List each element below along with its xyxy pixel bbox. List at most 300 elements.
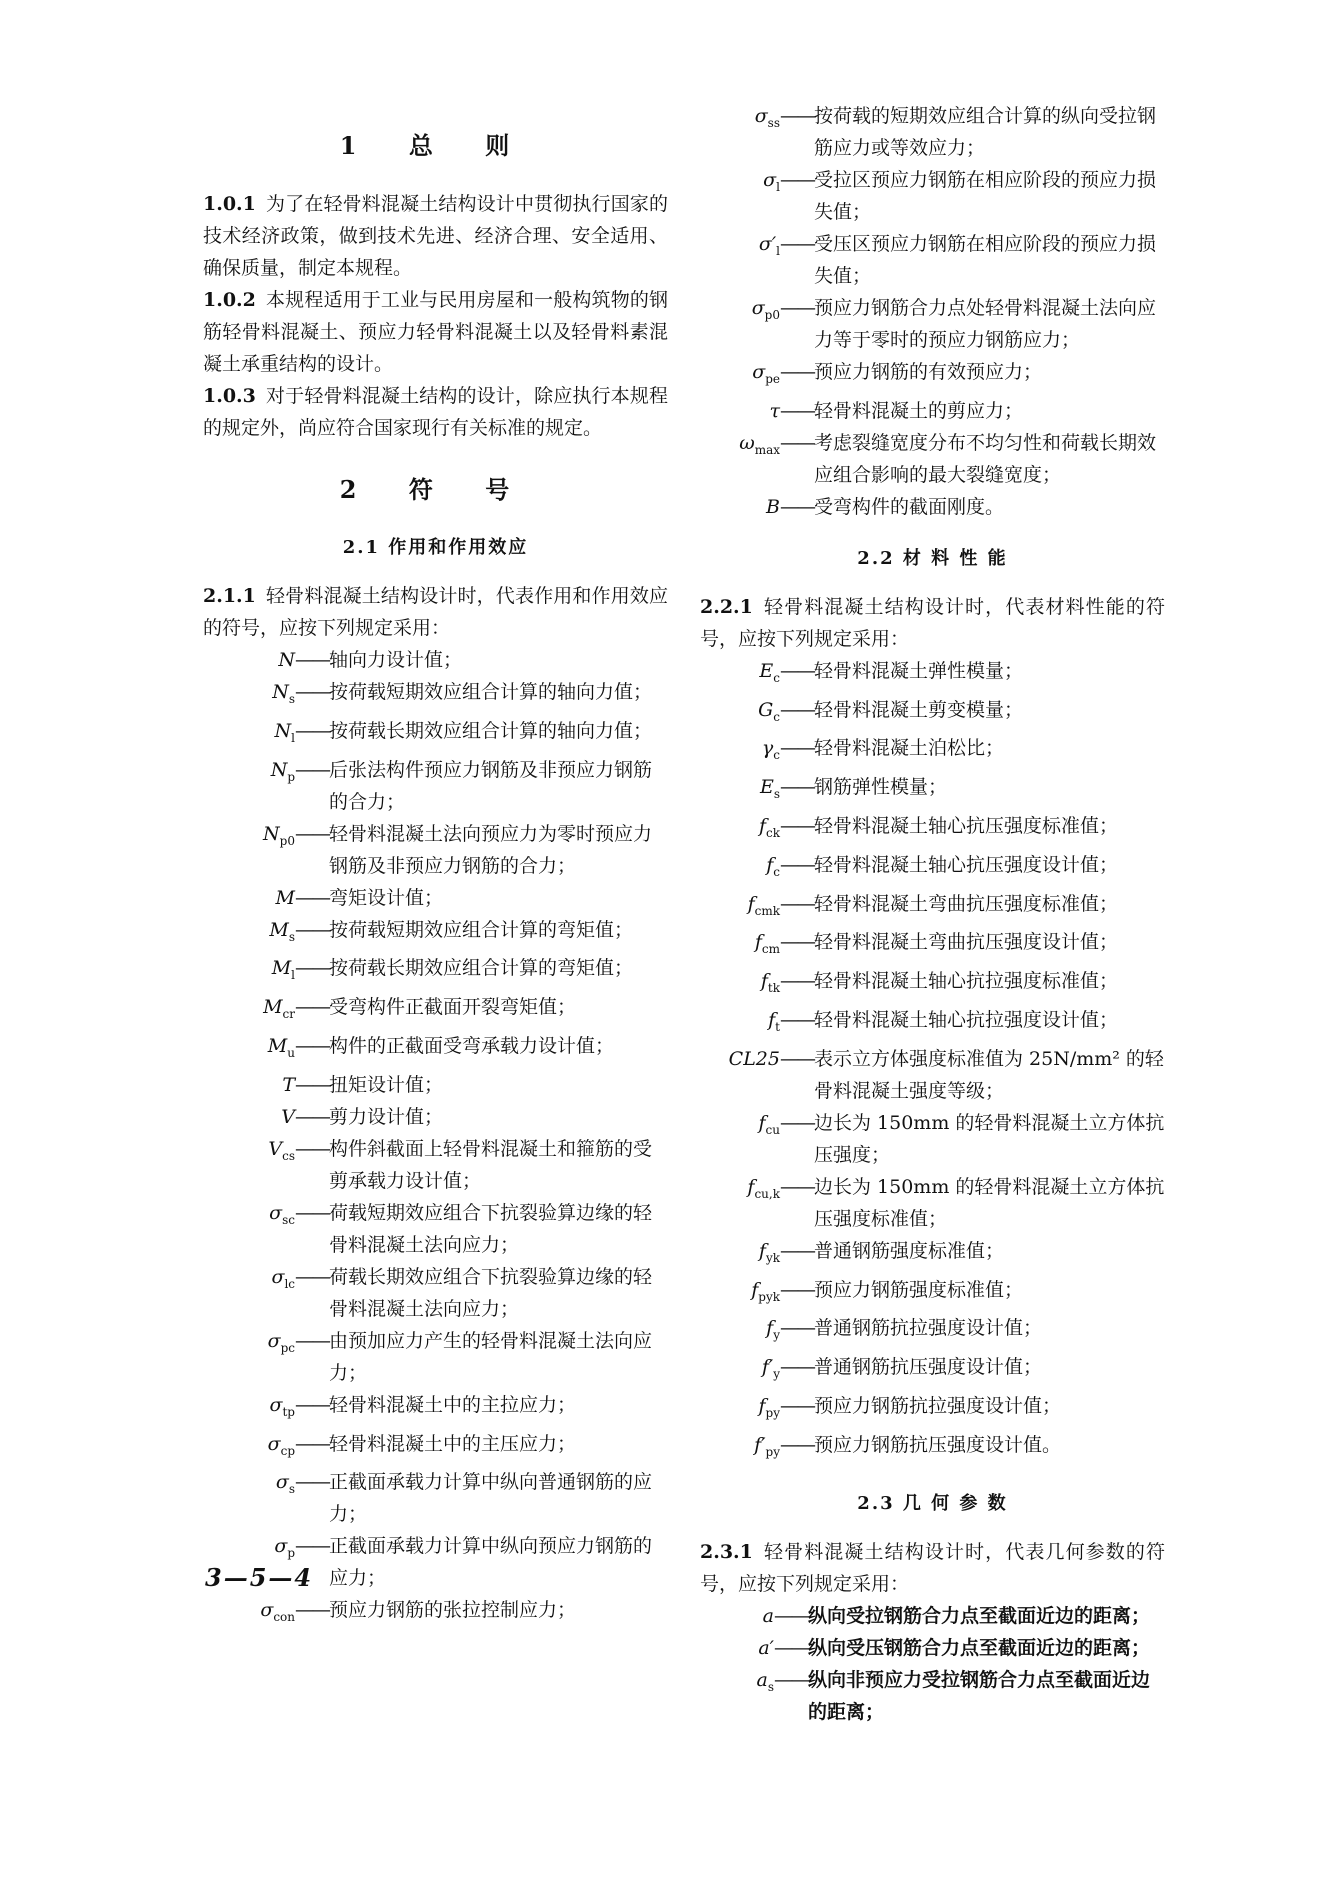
- symbol-subscript: pyk: [758, 1289, 780, 1304]
- symbol: [700, 732, 780, 771]
- symbol: [700, 1664, 774, 1703]
- section-2-title: 2 符 号: [339, 475, 532, 504]
- symbol-subscript: lc: [284, 1276, 295, 1291]
- symbol-letter: V: [281, 1105, 295, 1128]
- clause-number: 2.1.1: [203, 585, 256, 607]
- em-dash: ——: [295, 1432, 329, 1455]
- symbol-letter: E: [759, 776, 774, 799]
- symbol-letter: T: [282, 1073, 295, 1096]
- symbol-description: 预应力钢筋合力点处轻骨料混凝土法向应力等于零时的预应力钢筋应力；: [814, 297, 1157, 351]
- em-dash: ——: [780, 105, 814, 127]
- symbol-letter: f: [747, 1175, 755, 1198]
- symbol-letter: σ: [269, 1393, 283, 1416]
- symbol-entry: [700, 395, 1165, 427]
- symbol-subscript: c: [773, 748, 780, 763]
- symbol-subscript: py: [765, 1405, 780, 1420]
- symbol-description: 剪力设计值；: [329, 1105, 444, 1128]
- symbol-letter: f: [747, 892, 755, 915]
- symbol-description: 轻骨料混凝土弯曲抗压强度标准值；: [814, 892, 1119, 915]
- symbol-subscript: y: [773, 1328, 780, 1343]
- symbol-entry: [700, 228, 1165, 292]
- symbol-letter: M: [269, 918, 289, 941]
- symbol-entry: [700, 888, 1165, 927]
- symbol-letter: σ: [271, 1265, 285, 1288]
- em-dash: ——: [780, 399, 814, 422]
- symbol-subscript: y: [773, 1366, 780, 1381]
- symbol-subscript: tp: [282, 1404, 295, 1419]
- symbol-entry: [203, 818, 668, 882]
- em-dash: ——: [295, 758, 329, 781]
- symbol-letter: N: [278, 649, 295, 671]
- symbol: [700, 164, 780, 203]
- symbol-description: 纵向非预应力受拉钢筋合力点至截面近边的距离；: [808, 1668, 1151, 1723]
- symbol-entry: [700, 1600, 1165, 1632]
- symbol: [700, 810, 780, 849]
- em-dash: ——: [780, 892, 814, 915]
- subsection-2-1-title: 2.1 作用和作用效应: [342, 537, 529, 558]
- page-number: 3—5—4: [205, 1563, 314, 1592]
- symbol-entry: [700, 926, 1165, 965]
- em-dash: ——: [295, 649, 329, 671]
- symbol: [203, 1594, 295, 1633]
- symbol-entry: [203, 1101, 668, 1133]
- clause-text: 轻骨料混凝土结构设计时，代表几何参数的符号，应按下列规定采用：: [700, 1540, 1165, 1595]
- clause-number: 2.3.1: [700, 1540, 753, 1563]
- symbol: [203, 1030, 295, 1069]
- em-dash: ——: [774, 1668, 808, 1691]
- symbol-subscript: tk: [767, 980, 780, 995]
- symbol-entry: [700, 427, 1165, 491]
- symbol: [203, 754, 295, 793]
- symbol-entry: [203, 952, 668, 991]
- em-dash: ——: [780, 233, 814, 255]
- symbol-subscript: p0: [764, 307, 780, 322]
- em-dash: ——: [295, 1073, 329, 1096]
- symbol-description: 构件斜截面上轻骨料混凝土和箍筋的受剪承载力设计值；: [329, 1137, 653, 1192]
- symbol: [700, 1351, 780, 1390]
- symbol-description: 表示立方体强度标准值为 25N/mm² 的轻骨料混凝土强度等级；: [814, 1047, 1164, 1102]
- symbol: [700, 100, 780, 139]
- symbol: [203, 644, 295, 676]
- symbol-description: 按荷载长期效应组合计算的轴向力值；: [329, 719, 653, 742]
- subsection-2-3-title: 2.3 几 何 参 数: [857, 1492, 1008, 1514]
- symbol-entry: [700, 164, 1165, 228]
- symbol-description: 荷载短期效应组合下抗裂验算边缘的轻骨料混凝土法向应力；: [329, 1201, 653, 1256]
- em-dash: ——: [780, 931, 814, 954]
- em-dash: ——: [774, 1636, 808, 1659]
- clause-text: 轻骨料混凝土结构设计时，代表材料性能的符号，应按下列规定采用：: [700, 595, 1165, 650]
- symbol-description: 正截面承载力计算中纵向普通钢筋的应力；: [329, 1471, 653, 1526]
- em-dash: ——: [295, 886, 329, 909]
- symbol-entry: [700, 1664, 1165, 1728]
- symbol-letter: E: [759, 659, 774, 682]
- symbol-description: 预应力钢筋强度标准值；: [814, 1278, 1024, 1301]
- symbol-subscript: c: [773, 864, 780, 879]
- symbol-description: 按荷载短期效应组合计算的弯矩值；: [329, 918, 634, 941]
- symbol-letter: σ′: [758, 233, 777, 255]
- symbol-subscript: cmk: [754, 903, 780, 918]
- symbol-entry: [700, 1312, 1165, 1351]
- em-dash: ——: [780, 1433, 814, 1456]
- symbol-description: 考虑裂缝宽度分布不均匀性和荷载长期效应组合影响的最大裂缝宽度；: [814, 431, 1157, 486]
- clause-1-0-2: [203, 284, 668, 380]
- symbol-subscript: s: [288, 691, 295, 706]
- symbol-entry: [700, 1632, 1165, 1664]
- symbol: [700, 1429, 780, 1468]
- symbol: [700, 1043, 780, 1075]
- em-dash: ——: [780, 1239, 814, 1262]
- section-1-title: 1 总 则: [339, 131, 532, 160]
- symbol: [203, 1101, 295, 1133]
- em-dash: ——: [780, 1394, 814, 1417]
- symbol-subscript: p0: [279, 833, 295, 848]
- symbol-letter: N: [274, 719, 292, 742]
- symbol-subscript: s: [773, 786, 780, 801]
- em-dash: ——: [780, 1175, 814, 1198]
- symbol-letter: f: [751, 1278, 759, 1301]
- symbol-subscript: l: [291, 730, 295, 745]
- symbol-entry: [700, 1390, 1165, 1429]
- symbol-subscript: p: [287, 1546, 295, 1561]
- symbol: [203, 1261, 295, 1300]
- symbol-description: 受拉区预应力钢筋在相应阶段的预应力损失值；: [814, 169, 1157, 223]
- em-dash: ——: [295, 1471, 329, 1494]
- symbol-subscript: con: [273, 1610, 295, 1625]
- symbol-description: 普通钢筋强度标准值；: [814, 1239, 1005, 1262]
- symbol: [203, 882, 295, 914]
- symbol-subscript: t: [775, 1019, 780, 1034]
- symbol-letter: σ: [267, 1329, 281, 1352]
- symbol-description: 预应力钢筋的张拉控制应力；: [329, 1599, 577, 1622]
- symbol-letter: f′: [761, 1356, 774, 1379]
- symbol-list-actions: [203, 644, 668, 1633]
- em-dash: ——: [295, 996, 329, 1019]
- em-dash: ——: [780, 814, 814, 837]
- clause-number: 1.0.2: [203, 289, 256, 311]
- symbol-letter: γ: [761, 737, 774, 760]
- symbol: [700, 1171, 780, 1210]
- em-dash: ——: [295, 1105, 329, 1128]
- symbol-subscript: ss: [767, 115, 780, 130]
- symbol-description: 受弯构件正截面开裂弯矩值；: [329, 996, 577, 1019]
- symbol-letter: f: [766, 1317, 774, 1340]
- symbol-letter: M: [271, 957, 292, 980]
- em-dash: ——: [295, 918, 329, 941]
- symbol-subscript: u: [287, 1045, 295, 1060]
- em-dash: ——: [780, 169, 814, 191]
- symbol-entry: [700, 1235, 1165, 1274]
- clause-2-1-1: [203, 580, 668, 644]
- symbol-entry: [203, 1261, 668, 1325]
- em-dash: ——: [295, 1201, 329, 1224]
- symbol-subscript: max: [754, 442, 780, 457]
- symbol-description: 普通钢筋抗拉强度设计值；: [814, 1317, 1043, 1340]
- symbol-entry: [700, 849, 1165, 888]
- symbol-entry: [700, 292, 1165, 356]
- symbol-letter: σ: [763, 169, 777, 191]
- symbol-entry: [700, 732, 1165, 771]
- symbol-letter: σ: [275, 1471, 289, 1494]
- symbol: [203, 818, 295, 857]
- symbol-subscript: cp: [280, 1443, 295, 1458]
- symbol-subscript: cu: [765, 1122, 780, 1137]
- clause-2-3-1: [700, 1536, 1165, 1600]
- symbol-description: 轻骨料混凝土泊松比；: [814, 737, 1005, 760]
- symbol-description: 轻骨料混凝土法向预应力为零时预应力钢筋及非预应力钢筋的合力；: [329, 822, 653, 877]
- em-dash: ——: [780, 297, 814, 319]
- symbol: [700, 395, 780, 427]
- symbol-subscript: py: [765, 1444, 780, 1459]
- symbol: [700, 356, 780, 395]
- em-dash: ——: [780, 431, 814, 454]
- em-dash: ——: [780, 737, 814, 760]
- symbol: [700, 1390, 780, 1429]
- symbol-list-actions-continued: [700, 100, 1165, 523]
- symbol-letter: f′: [754, 1433, 766, 1456]
- symbol-letter: V: [268, 1137, 283, 1160]
- symbol-subscript: pe: [765, 371, 780, 386]
- symbol: [700, 1632, 774, 1664]
- symbol-subscript: cr: [282, 1006, 295, 1021]
- clause-text: 对于轻骨料混凝土结构的设计，除应执行本规程的规定外，尚应符合国家现行有关标准的规定。: [203, 385, 668, 439]
- symbol-entry: [700, 491, 1165, 523]
- em-dash: ——: [780, 1111, 814, 1134]
- symbol-entry: [203, 1466, 668, 1530]
- symbol-letter: σ: [274, 1535, 288, 1558]
- symbol-letter: σ: [754, 105, 768, 127]
- symbol-list-geometry: [700, 1600, 1165, 1728]
- symbol: [700, 1312, 780, 1351]
- symbol: [203, 1389, 295, 1428]
- symbol-description: 预应力钢筋抗压强度设计值。: [814, 1433, 1062, 1456]
- symbol-description: 普通钢筋抗压强度设计值；: [814, 1356, 1043, 1379]
- symbol-description: 构件的正截面受弯承载力设计值；: [329, 1034, 615, 1057]
- em-dash: ——: [780, 776, 814, 799]
- symbol-entry: [700, 1429, 1165, 1468]
- symbol-subscript: p: [287, 769, 295, 784]
- symbol-subscript: l: [776, 243, 780, 258]
- symbol-description: 轻骨料混凝土轴心抗拉强度标准值；: [814, 970, 1119, 993]
- symbol-subscript: cs: [282, 1148, 295, 1163]
- em-dash: ——: [780, 970, 814, 993]
- symbol-subscript: c: [773, 709, 780, 724]
- symbol-description: 轻骨料混凝土轴心抗压强度标准值；: [814, 814, 1119, 837]
- clause-2-2-1: [700, 591, 1165, 655]
- symbol-description: 轻骨料混凝土弯曲抗压强度设计值；: [814, 931, 1119, 954]
- symbol-entry: [203, 676, 668, 715]
- symbol: [700, 228, 780, 267]
- symbol-subscript: l: [776, 179, 780, 194]
- clause-1-0-1: [203, 188, 668, 284]
- subsection-2-2-title: 2.2 材 料 性 能: [857, 547, 1008, 569]
- symbol-subscript: s: [288, 1482, 295, 1497]
- symbol-description: 弯矩设计值；: [329, 886, 444, 909]
- symbol-subscript: pc: [280, 1340, 295, 1355]
- em-dash: ——: [780, 659, 814, 682]
- clause-1-0-3: [203, 380, 668, 444]
- symbol-letter: M: [275, 886, 295, 909]
- symbol-description: 受弯构件的截面刚度。: [814, 495, 1005, 518]
- em-dash: ——: [295, 1393, 329, 1416]
- symbol-description: 轻骨料混凝土弹性模量；: [814, 659, 1024, 682]
- symbol-entry: [203, 754, 668, 818]
- em-dash: ——: [780, 1278, 814, 1301]
- symbol-letter: f: [760, 970, 768, 993]
- symbol-entry: [203, 1594, 668, 1633]
- symbol-description: 预应力钢筋的有效预应力；: [814, 361, 1043, 383]
- symbol: [700, 1274, 780, 1313]
- symbol-letter: N: [272, 681, 289, 703]
- symbol-entry: [203, 1197, 668, 1261]
- em-dash: ——: [295, 957, 329, 980]
- symbol-description: 边长为 150mm 的轻骨料混凝土立方体抗压强度；: [814, 1111, 1165, 1166]
- symbol-entry: [203, 1389, 668, 1428]
- symbol: [700, 1107, 780, 1146]
- symbol-letter: f: [758, 1111, 766, 1134]
- em-dash: ——: [295, 1599, 329, 1622]
- symbol-letter: τ: [769, 399, 780, 422]
- symbol-letter: a: [756, 1668, 768, 1691]
- em-dash: ——: [780, 361, 814, 383]
- em-dash: ——: [295, 681, 329, 703]
- symbol: [700, 1004, 780, 1043]
- symbol-entry: [700, 356, 1165, 395]
- symbol-subscript: c: [773, 670, 780, 685]
- em-dash: ——: [780, 1317, 814, 1340]
- symbol-description: 轻骨料混凝土中的主拉应力；: [329, 1393, 577, 1416]
- symbol-entry: [700, 1351, 1165, 1390]
- em-dash: ——: [295, 1329, 329, 1352]
- symbol-entry: [700, 965, 1165, 1004]
- symbol-description: 正截面承载力计算中纵向预应力钢筋的应力；: [329, 1535, 653, 1590]
- symbol-entry: [203, 882, 668, 914]
- em-dash: ——: [295, 822, 329, 845]
- symbol-subscript: ck: [766, 825, 780, 840]
- em-dash: ——: [295, 1535, 329, 1558]
- symbol-entry: [203, 1030, 668, 1069]
- symbol: [700, 655, 780, 694]
- symbol-subscript: s: [288, 929, 295, 944]
- symbol: [700, 888, 780, 927]
- symbol: [700, 292, 780, 331]
- symbol-list-materials: [700, 655, 1165, 1468]
- em-dash: ——: [295, 719, 329, 742]
- em-dash: ——: [780, 495, 814, 518]
- symbol-description: 轴向力设计值；: [329, 649, 463, 671]
- symbol: [700, 1600, 774, 1632]
- symbol: [203, 715, 295, 754]
- symbol-letter: ω: [739, 431, 755, 454]
- symbol-subscript: l: [291, 968, 295, 983]
- symbol: [203, 991, 295, 1030]
- right-column: [700, 100, 1165, 1728]
- symbol-description: 荷载长期效应组合下抗裂验算边缘的轻骨料混凝土法向应力；: [329, 1265, 653, 1320]
- symbol: [203, 1197, 295, 1236]
- symbol-entry: [700, 655, 1165, 694]
- symbol-description: 轻骨料混凝土轴心抗压强度设计值；: [814, 853, 1119, 876]
- symbol-description: 预应力钢筋抗拉强度设计值；: [814, 1394, 1062, 1417]
- symbol-entry: [203, 991, 668, 1030]
- symbol-letter: f: [766, 853, 774, 876]
- em-dash: ——: [774, 1604, 808, 1627]
- symbol-letter: σ: [752, 361, 766, 383]
- em-dash: ——: [295, 1034, 329, 1057]
- symbol-description: 纵向受拉钢筋合力点至截面近边的距离；: [808, 1604, 1151, 1627]
- symbol: [203, 1325, 295, 1364]
- symbol: [203, 1466, 295, 1505]
- symbol-description: 后张法构件预应力钢筋及非预应力钢筋的合力；: [329, 758, 653, 813]
- symbol-description: 扭矩设计值；: [329, 1073, 444, 1096]
- clause-text: 为了在轻骨料混凝土结构设计中贯彻执行国家的技术经济政策，做到技术先进、经济合理、安全适用、确保质量，制定本规程。: [203, 193, 668, 279]
- em-dash: ——: [295, 1265, 329, 1288]
- symbol-subscript: yk: [765, 1250, 780, 1265]
- symbol: [203, 676, 295, 715]
- symbol-letter: G: [758, 698, 774, 721]
- symbol-entry: [700, 1274, 1165, 1313]
- symbol-entry: [203, 1133, 668, 1197]
- symbol-letter: σ: [267, 1432, 281, 1455]
- symbol-description: 轻骨料混凝土轴心抗拉强度设计值；: [814, 1008, 1119, 1031]
- symbol-description: 钢筋弹性模量；: [814, 776, 948, 799]
- symbol-subscript: s: [767, 1679, 774, 1694]
- symbol: [700, 694, 780, 733]
- symbol: [700, 965, 780, 1004]
- symbol-description: 按荷载长期效应组合计算的弯矩值；: [329, 957, 634, 980]
- symbol-entry: [700, 694, 1165, 733]
- symbol-letter: f: [758, 1239, 766, 1262]
- symbol-letter: a′: [758, 1636, 774, 1659]
- clause-number: 1.0.3: [203, 385, 256, 407]
- symbol: [700, 491, 780, 523]
- symbol-letter: σ: [751, 297, 765, 319]
- symbol: [203, 914, 295, 953]
- symbol-subscript: cm: [761, 942, 780, 957]
- clause-text: 本规程适用于工业与民用房屋和一般构筑物的钢筋轻骨料混凝土、预应力轻骨料混凝土以及轻骨料素混凝土承重结构的设计。: [203, 289, 668, 375]
- symbol-letter: a: [762, 1604, 774, 1627]
- symbol-entry: [203, 1325, 668, 1389]
- symbol: [700, 1235, 780, 1274]
- em-dash: ——: [295, 1137, 329, 1160]
- em-dash: ——: [780, 698, 814, 721]
- em-dash: ——: [780, 853, 814, 876]
- symbol-letter: f: [768, 1008, 776, 1031]
- symbol-letter: N: [270, 758, 288, 781]
- em-dash: ——: [780, 1356, 814, 1379]
- clause-number: 1.0.1: [203, 193, 256, 215]
- symbol-letter: σ: [269, 1201, 283, 1224]
- symbol-description: 按荷载的短期效应组合计算的纵向受拉钢筋应力或等效应力；: [814, 105, 1157, 159]
- symbol-entry: [203, 644, 668, 676]
- symbol-letter: f: [758, 1394, 766, 1417]
- symbol: [700, 427, 780, 466]
- symbol-description: 边长为 150mm 的轻骨料混凝土立方体抗压强度标准值；: [814, 1175, 1165, 1230]
- symbol-entry: [700, 810, 1165, 849]
- symbol-letter: M: [267, 1034, 288, 1057]
- clause-text: 轻骨料混凝土结构设计时，代表作用和作用效应的符号，应按下列规定采用：: [203, 585, 668, 639]
- symbol-entry: [700, 771, 1165, 810]
- symbol-description: 受压区预应力钢筋在相应阶段的预应力损失值；: [814, 233, 1157, 287]
- symbol-entry: [203, 715, 668, 754]
- symbol-letter: N: [263, 822, 280, 845]
- left-column: [203, 100, 668, 1633]
- symbol-letter: f: [758, 814, 766, 837]
- symbol-description: 轻骨料混凝土的剪应力；: [814, 399, 1024, 422]
- em-dash: ——: [780, 1047, 814, 1070]
- symbol: [700, 849, 780, 888]
- symbol: [203, 1428, 295, 1467]
- symbol-description: 按荷载短期效应组合计算的轴向力值；: [329, 681, 653, 703]
- symbol-entry: [700, 1004, 1165, 1043]
